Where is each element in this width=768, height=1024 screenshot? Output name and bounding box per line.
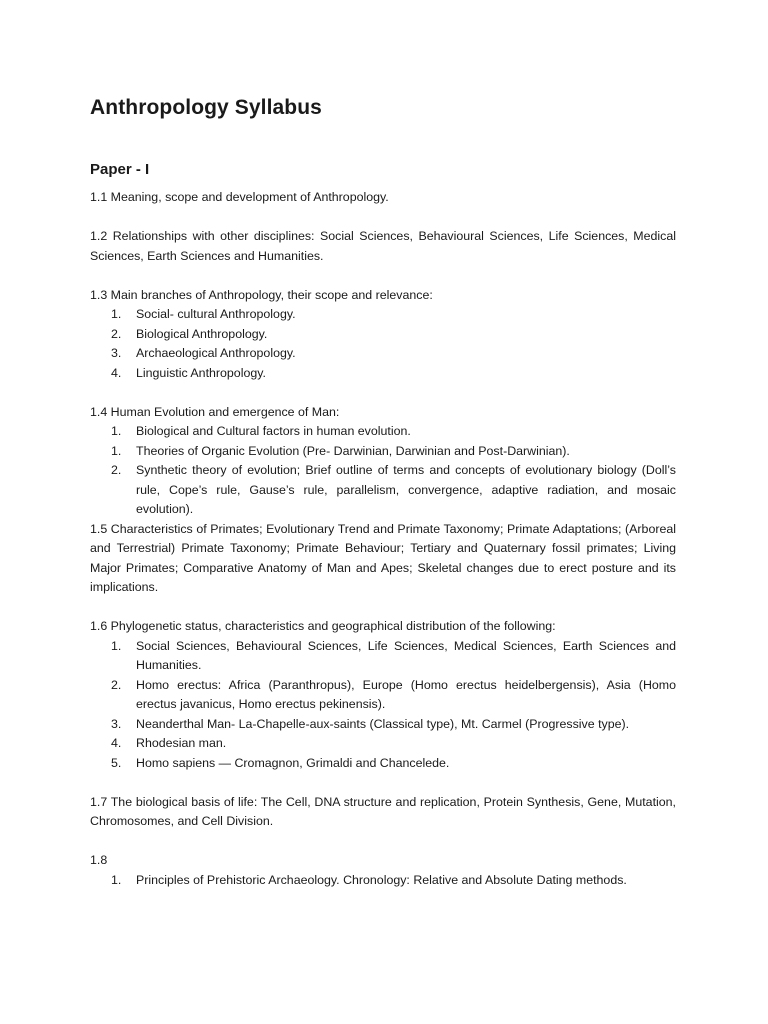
list-number: 2. bbox=[111, 326, 122, 341]
section-text: 1.6 Phylogenetic status, characteristics and geographical distribution of the following: bbox=[90, 619, 556, 633]
section-list bbox=[90, 305, 676, 383]
list-item bbox=[90, 754, 676, 774]
section-text: 1.8 bbox=[90, 853, 108, 867]
list-number: 1. bbox=[111, 443, 122, 458]
section-1-8 bbox=[90, 851, 676, 890]
list-number: 5. bbox=[111, 755, 122, 770]
list-item bbox=[90, 364, 676, 384]
list-item bbox=[90, 305, 676, 325]
list-item-text: Neanderthal Man- La-Chapelle-aux-saints (Classical type), Mt. Carmel (Progressive type). bbox=[136, 716, 630, 731]
list-item-text: Biological and Cultural factors in human evolution. bbox=[136, 424, 411, 438]
list-number: 3. bbox=[111, 716, 122, 731]
list-number: 4. bbox=[111, 736, 122, 750]
section-1-1 bbox=[90, 188, 676, 208]
list-item-text: Principles of Prehistoric Archaeology. Chronology: Relative and Absolute Dating methods. bbox=[136, 872, 627, 887]
list-item bbox=[90, 461, 676, 520]
list-item bbox=[90, 676, 676, 715]
section-1-7 bbox=[90, 793, 676, 832]
list-item bbox=[90, 325, 676, 345]
section-list bbox=[90, 422, 676, 520]
list-item-text: Synthetic theory of evolution; Brief outline of terms and concepts of evolutionary biology (Doll’s rule, Cope’s rule, Gause’s rule, parallelism, convergence, adaptive radiation, and mosaic evolution). bbox=[136, 463, 676, 516]
list-item-text: Biological Anthropology. bbox=[136, 326, 268, 341]
list-item bbox=[90, 734, 676, 754]
section-text: 1.5 Characteristics of Primates; Evolutionary Trend and Primate Taxonomy; Primate Adaptations; (Arboreal and Terrestrial) Primate Taxonomy; Primate Behaviour; Tertiary and Quaternary fossil primates; Living Major Primates; Comparative Anatomy of Man and Apes; Skeletal changes due to erect posture and its implications. bbox=[90, 521, 676, 594]
list-item-text: Social- cultural Anthropology. bbox=[136, 307, 296, 321]
list-number: 2. bbox=[111, 463, 122, 477]
list-number: 4. bbox=[111, 365, 122, 380]
list-item-text: Archaeological Anthropology. bbox=[136, 346, 296, 360]
section-text: 1.1 Meaning, scope and development of Anthropology. bbox=[90, 190, 389, 204]
section-text: 1.3 Main branches of Anthropology, their scope and relevance: bbox=[90, 287, 433, 302]
list-item bbox=[90, 637, 676, 676]
list-item-text: Social Sciences, Behavioural Sciences, Life Sciences, Medical Sciences, Earth Sciences and Humanities. bbox=[136, 638, 676, 672]
list-item bbox=[90, 442, 676, 462]
list-number: 3. bbox=[111, 346, 122, 360]
document-page bbox=[90, 92, 676, 890]
list-number: 1. bbox=[111, 307, 122, 321]
list-item-text: Homo erectus: Africa (Paranthropus), Europe (Homo erectus heidelbergensis), Asia (Homo erectus javanicus, Homo erectus pekinensis). bbox=[136, 677, 676, 711]
section-text: 1.7 The biological basis of life: The Cell, DNA structure and replication, Protein Synthesis, Gene, Mutation, Chromosomes, and Cell Division. bbox=[90, 794, 676, 828]
section-list bbox=[90, 871, 676, 891]
section-1-6 bbox=[90, 617, 676, 773]
list-number: 2. bbox=[111, 677, 122, 692]
section-1-2 bbox=[90, 227, 676, 266]
list-item-text: Rhodesian man. bbox=[136, 736, 227, 750]
list-item-text: Linguistic Anthropology. bbox=[136, 365, 266, 380]
section-list bbox=[90, 637, 676, 774]
list-number: 1. bbox=[111, 638, 122, 653]
section-1-4 bbox=[90, 403, 676, 520]
section-text: 1.4 Human Evolution and emergence of Man: bbox=[90, 404, 340, 419]
list-item-text: Theories of Organic Evolution (Pre- Darwinian, Darwinian and Post-Darwinian). bbox=[136, 443, 570, 458]
list-item bbox=[90, 422, 676, 442]
list-number: 1. bbox=[111, 424, 122, 438]
list-item-text: Homo sapiens — Cromagnon, Grimaldi and Chancelede. bbox=[136, 755, 450, 770]
section-text: 1.2 Relationships with other disciplines: Social Sciences, Behavioural Sciences, Life Sciences, Medical Sciences, Earth Sciences and Humanities. bbox=[90, 229, 676, 263]
section-1-3 bbox=[90, 286, 676, 384]
list-item bbox=[90, 715, 676, 735]
list-number: 1. bbox=[111, 872, 122, 887]
list-item bbox=[90, 871, 676, 891]
paper-heading: Paper - I bbox=[90, 161, 150, 178]
document-title: Anthropology Syllabus bbox=[90, 96, 322, 119]
section-1-5 bbox=[90, 520, 676, 598]
list-item bbox=[90, 344, 676, 364]
